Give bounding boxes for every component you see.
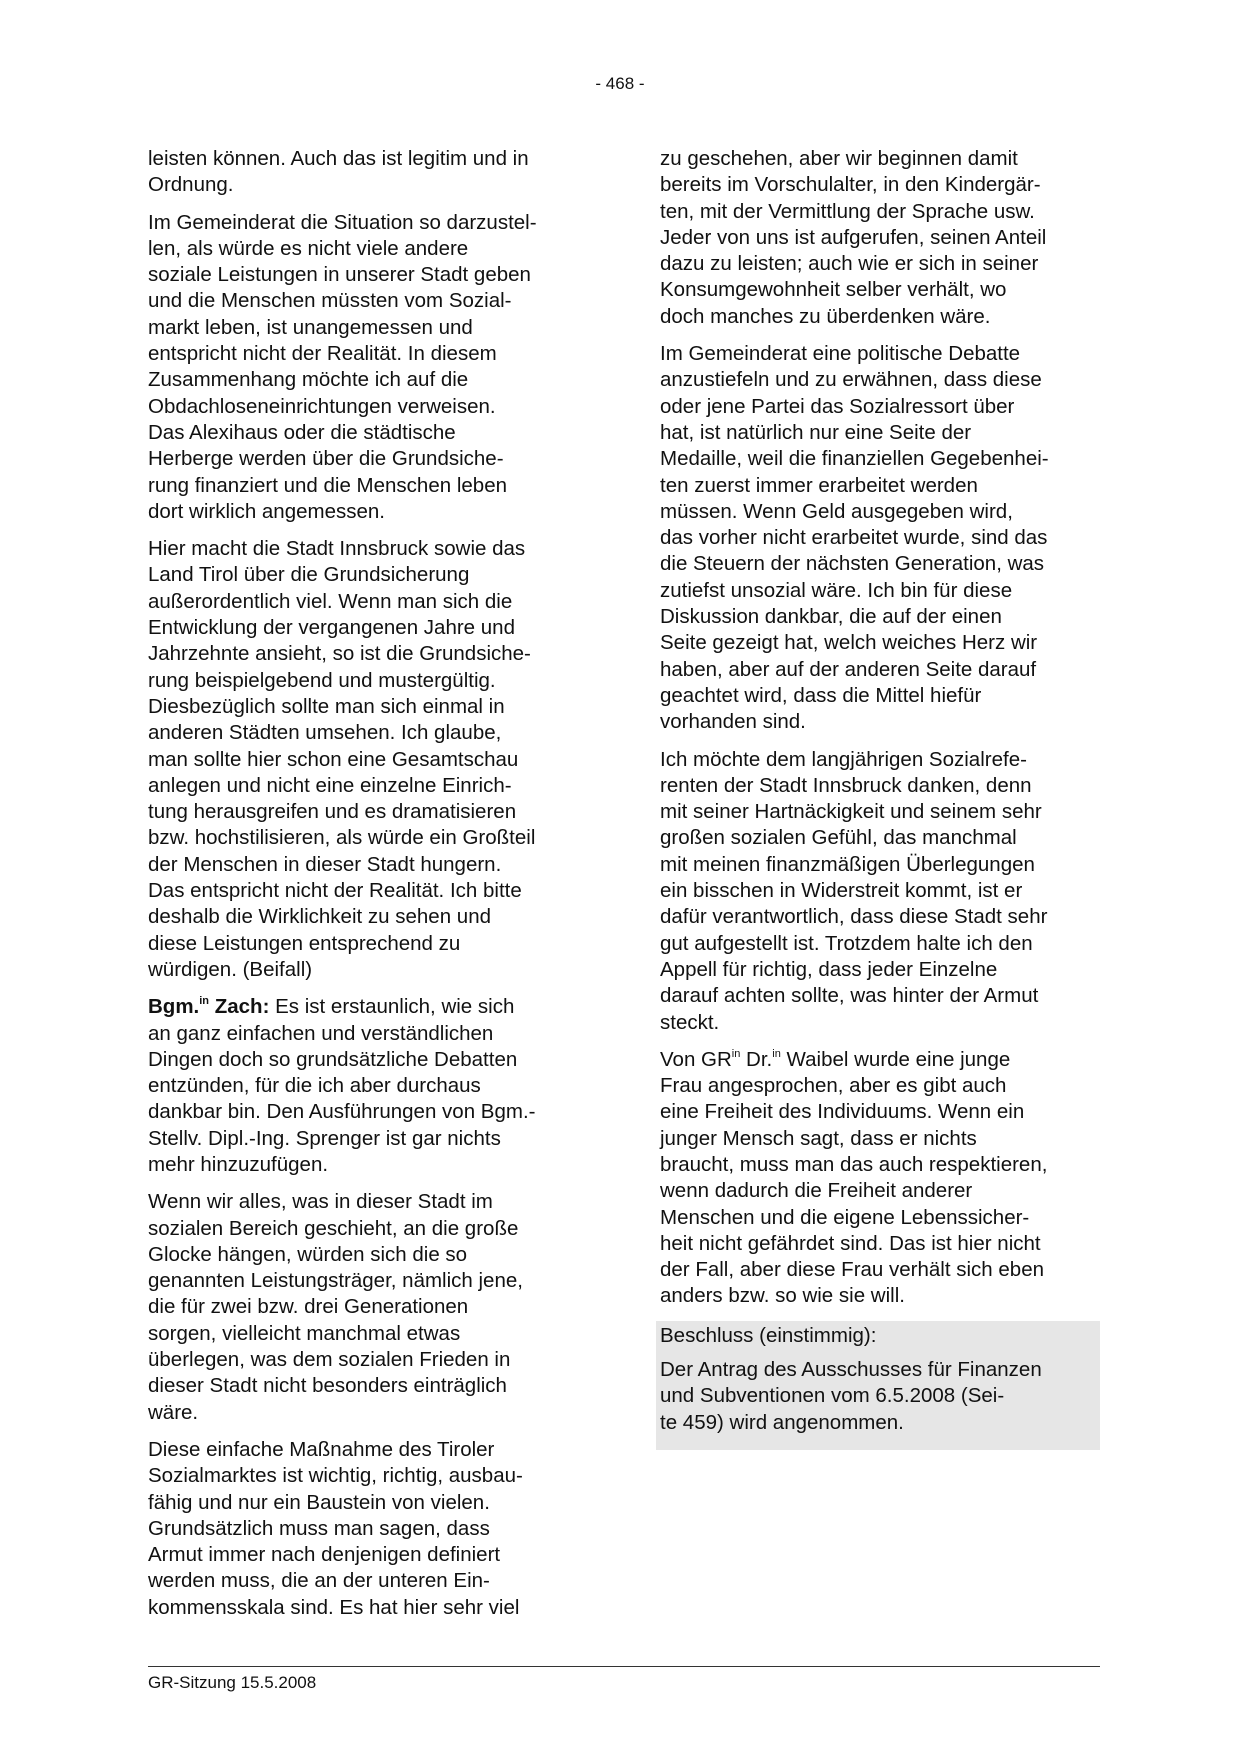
text-line: zu geschehen, aber wir beginnen damit (660, 147, 1018, 170)
text-line: und die Menschen müssten vom Sozial- (148, 289, 512, 313)
text-line: rung finanziert und die Menschen leben (148, 473, 507, 497)
text-line: gut aufgestellt ist. Trotzdem halte ich den (660, 931, 1033, 955)
text-line: die Steuern der nächsten Generation, was (660, 552, 1045, 576)
text-line: Das entspricht nicht der Realität. Ich bitte (148, 879, 522, 903)
text-line: und Subventionen vom 6.5.2008 (Sei- (660, 1384, 1005, 1408)
speaker-line: Bgm.$^{in}$ Zach: Es ist erstaunlich, wie sich (148, 995, 515, 1019)
paragraph (660, 747, 1100, 1036)
text-line: müssen. Wenn Geld ausgegeben wird, (660, 499, 1013, 523)
text-line: der Fall, aber diese Frau verhält sich eben (660, 1258, 1045, 1282)
text-line: Im Gemeinderat die Situation so darzustel- (148, 210, 537, 234)
text-line: heit nicht gefährdet sind. Das ist hier nicht (660, 1231, 1041, 1255)
paragraph (148, 536, 588, 983)
text-line: oder jene Partei das Sozialressort über (660, 394, 1015, 418)
paragraph (148, 1189, 588, 1426)
text-line: rung beispielgebend und mustergültig. (148, 668, 496, 692)
text-line: man sollte hier schon eine Gesamtschau (148, 747, 519, 771)
text-line: Im Gemeinderat eine politische Debatte (660, 342, 1021, 366)
text-line: Diese einfache Maßnahme des Tiroler (148, 1437, 495, 1461)
text-line: Herberge werden über die Grundsiche- (148, 447, 504, 471)
right-column (660, 146, 1100, 1450)
text-line: würdigen. (Beifall) (148, 957, 313, 981)
resolution-text (660, 1357, 1096, 1436)
text-line: Dingen doch so grundsätzliche Debatten (148, 1047, 518, 1071)
text-line: Stellv. Dipl.-Ing. Sprenger ist gar nichts (148, 1126, 501, 1150)
paragraph (148, 1437, 588, 1621)
text-line: sorgen, vielleicht manchmal etwas (148, 1321, 461, 1345)
text-line: doch manches zu überdenken wäre. (660, 304, 991, 328)
page-number: - 468 - (595, 74, 645, 93)
paragraph (660, 1047, 1100, 1310)
text-line: darauf achten sollte, was hinter der Armut (660, 984, 1039, 1008)
text-line: soziale Leistungen in unserer Stadt geben (148, 263, 531, 287)
text-line: die für zwei bzw. drei Generationen (148, 1295, 469, 1319)
left-column (148, 146, 588, 1632)
text-line: großen sozialen Gefühl, das manchmal (660, 826, 1017, 850)
resolution-box (656, 1321, 1100, 1450)
text-line: Frau angesprochen, aber es gibt auch (660, 1074, 1007, 1098)
text-line: bzw. hochstilisieren, als würde ein Großteil (148, 826, 536, 850)
text-line: Seite gezeigt hat, welch weiches Herz wir (660, 631, 1038, 655)
text-line: steckt. (660, 1010, 720, 1034)
speaker-label: Bgm.$^{in}$ Zach: (148, 995, 270, 1019)
paragraph (148, 146, 588, 199)
text-line: geachtet wird, dass die Mittel hiefür (660, 683, 982, 707)
text-line: mehr hinzuzufügen. (148, 1152, 329, 1176)
text-line: anderen Städten umsehen. Ich glaube, (148, 721, 502, 745)
text-line: bereits im Vorschulalter, in den Kindergär- (660, 173, 1041, 197)
text-line: Konsumgewohnheit selber verhält, wo (660, 278, 1007, 302)
text-line: kommensskala sind. Es hat hier sehr viel (148, 1595, 520, 1619)
text-line: Menschen und die eigene Lebenssicher- (660, 1205, 1030, 1229)
text-line: Diesbezüglich sollte man sich einmal in (148, 694, 505, 718)
text-line: das vorher nicht erarbeitet wurde, sind das (660, 526, 1048, 550)
text-line: Das Alexihaus oder die städtische (148, 420, 456, 444)
footer-divider (148, 1666, 1100, 1667)
text-line: Medaille, weil die finanziellen Gegebenhei- (660, 447, 1049, 471)
text-line: der Menschen in dieser Stadt hungern. (148, 852, 502, 876)
text-line: wenn dadurch die Freiheit anderer (660, 1179, 973, 1203)
text-line: fähig und nur ein Baustein von vielen. (148, 1490, 490, 1514)
speaker-paragraph (148, 994, 588, 1178)
paragraph (148, 210, 588, 526)
text-line: Ich möchte dem langjährigen Sozialrefe- (660, 747, 1027, 771)
text-line: tung herausgreifen und es dramatisieren (148, 800, 517, 824)
text-line: genannten Leistungsträger, nämlich jene, (148, 1269, 523, 1293)
text-line: eine Freiheit des Individuums. Wenn ein (660, 1100, 1025, 1124)
text-line: außerordentlich viel. Wenn man sich die (148, 589, 513, 613)
text-line: Land Tirol über die Grundsicherung (148, 563, 470, 587)
text-line: Jahrzehnte ansieht, so ist die Grundsiche- (148, 642, 531, 666)
text-line: Obdachloseneinrichtungen verweisen. (148, 394, 496, 418)
text-line: ten zuerst immer erarbeitet werden (660, 473, 978, 497)
text-line: Appell für richtig, dass jeder Einzelne (660, 957, 998, 981)
reference-line: Von $GR^{in}$ Dr.$^{in}$ Waibel wurde eine junge (660, 1047, 1011, 1071)
text-line: dafür verantwortlich, dass diese Stadt sehr (660, 905, 1048, 929)
text-line: Der Antrag des Ausschusses für Finanzen (660, 1358, 1042, 1382)
text-line: braucht, muss man das auch respektieren, (660, 1152, 1048, 1176)
text-line: ten, mit der Vermittlung der Sprache usw. (660, 199, 1035, 223)
text-line: dazu zu leisten; auch wie er sich in seiner (660, 252, 1039, 276)
text-line: markt leben, ist unangemessen und (148, 315, 473, 339)
text-line: Jeder von uns ist aufgerufen, seinen Anteil (660, 225, 1047, 249)
text-line: deshalb die Wirklichkeit zu sehen und (148, 905, 491, 929)
text-line: Diskussion dankbar, die auf der einen (660, 605, 1002, 629)
paragraph (660, 341, 1100, 735)
text-line: len, als würde es nicht viele andere (148, 236, 469, 260)
text-line: Wenn wir alles, was in dieser Stadt im (148, 1190, 493, 1214)
text-line: anlegen und nicht eine einzelne Einrich- (148, 773, 512, 797)
text-line: dankbar bin. Den Ausführungen von Bgm.- (148, 1100, 536, 1124)
text-line: hat, ist natürlich nur eine Seite der (660, 420, 972, 444)
text-line: vorhanden sind. (660, 710, 806, 734)
text-line: Entwicklung der vergangenen Jahre und (148, 616, 515, 640)
text-line: Grundsätzlich muss man sagen, dass (148, 1516, 490, 1540)
text-line: anzustiefeln und zu erwähnen, dass diese (660, 368, 1042, 392)
text-line: werden muss, die an der unteren Ein- (148, 1569, 490, 1593)
paragraph (660, 146, 1100, 330)
text-line: an ganz einfachen und verständlichen (148, 1021, 494, 1045)
text-line: te 459) wird angenommen. (660, 1410, 904, 1434)
resolution-heading: Beschluss (einstimmig): (660, 1323, 877, 1347)
text-line: zutiefst unsozial wäre. Ich bin für diese (660, 578, 1013, 602)
text-line: Hier macht die Stadt Innsbruck sowie das (148, 537, 526, 561)
text-line: entzünden, für die ich aber durchaus (148, 1074, 481, 1098)
text-line: leisten können. Auch das ist legitim und in (148, 147, 529, 170)
text-line: renten der Stadt Innsbruck danken, denn (660, 773, 1032, 797)
footer-session: GR-Sitzung 15.5.2008 (148, 1673, 317, 1692)
text-line: dieser Stadt nicht besonders einträglich (148, 1374, 507, 1398)
text-line: ein bisschen in Widerstreit kommt, ist er (660, 879, 1023, 903)
text-line: diese Leistungen entsprechend zu (148, 931, 461, 955)
text-line: anders bzw. so wie sie will. (660, 1284, 905, 1308)
text-line: Ordnung. (148, 173, 234, 197)
text-line: mit meinen finanzmäßigen Überlegungen (660, 852, 1035, 876)
text-line: Zusammenhang möchte ich auf die (148, 368, 469, 392)
text-line: mit seiner Hartnäckigkeit und seinem sehr (660, 800, 1042, 824)
text-line: haben, aber auf der anderen Seite darauf (660, 657, 1037, 681)
text-line: Armut immer nach denjenigen definiert (148, 1543, 501, 1567)
text-line: sozialen Bereich geschieht, an die große (148, 1216, 519, 1240)
text-line: überlegen, was dem sozialen Frieden in (148, 1348, 511, 1372)
text-line: junger Mensch sagt, dass er nichts (660, 1126, 977, 1150)
text-line: entspricht nicht der Realität. In diesem (148, 342, 497, 366)
text-line: Sozialmarktes ist wichtig, richtig, ausbau- (148, 1464, 523, 1488)
text-line: dort wirklich angemessen. (148, 499, 385, 523)
text-line: Glocke hängen, würden sich die so (148, 1242, 468, 1266)
text-line: wäre. (148, 1400, 199, 1424)
